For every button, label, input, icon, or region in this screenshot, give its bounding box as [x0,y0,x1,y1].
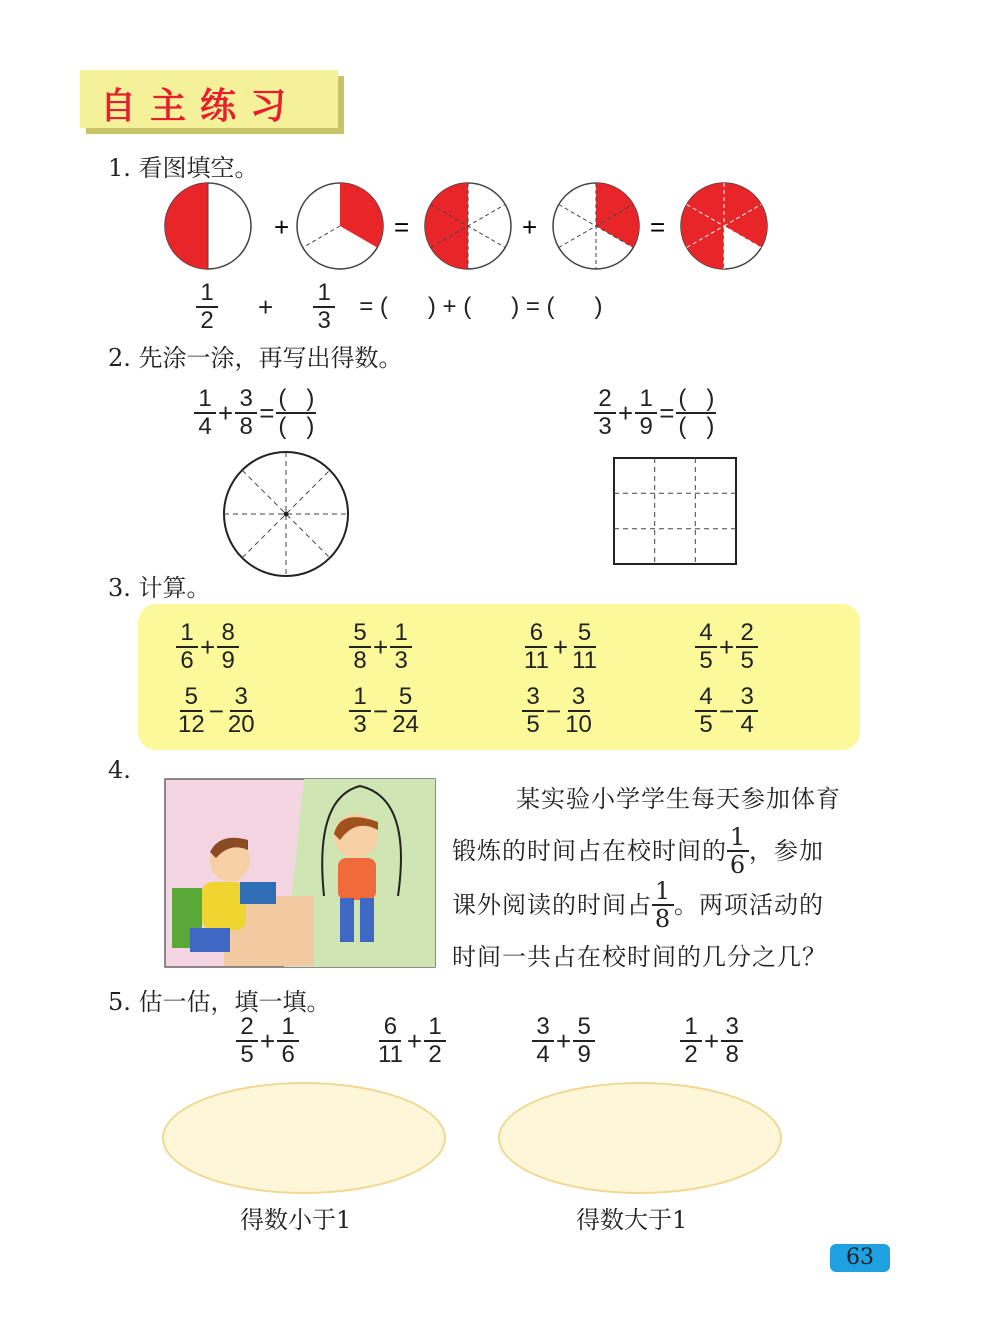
plus-sign-1: + [274,212,290,242]
equals-sign-1: = [394,212,410,242]
q2-label: 2. 先涂一涂，再写出得数。 [108,344,403,372]
q2-right-equation: 2 3 + $\frac{1}{9}$ = ( ) ( ) [594,386,716,440]
q4-problem-text [452,774,892,982]
ninths-grid[interactable] [612,456,740,568]
fraction-one-half: 1 2 [196,280,218,334]
q1-equation [196,280,605,334]
equals-sign-2: = [650,212,666,242]
q4-line-2b: ，参加 [749,837,824,865]
calc-row-1 [176,618,836,676]
circle-two-sixths [553,183,639,269]
q5-item-3[interactable]: 3 4 + $\frac{5}{9}$ [532,1014,595,1068]
answer-fraction-blank[interactable]: ( ) ( ) [678,385,715,440]
calc-item: 6 11 + $\frac{5}{11}$ [524,619,598,674]
q5-item-4[interactable]: 1 2 + $\frac{3}{8}$ [680,1014,743,1068]
oval-less-than-one[interactable] [162,1082,446,1194]
fraction-one-eighth: 1 8 [652,878,674,932]
q1-label: 1. 看图填空。 [108,154,259,182]
circle-third [297,183,383,269]
calc-item: 4 5 + $\frac{2}{5}$ [695,620,836,674]
calc-row-2 [176,676,836,746]
q4-line-1: 某实验小学学生每天参加体育 [516,785,841,813]
circle-three-sixths [425,183,511,269]
fraction-one-third: $\frac{1}{3}$ [313,280,335,334]
answer-fraction-blank[interactable]: ( ) ( ) [278,385,315,440]
q1-fraction-circles [160,180,780,276]
q5-item-2[interactable]: 6 11 + $\frac{1}{2}$ [376,1014,446,1068]
q4-line-2a: 锻炼的时间占在校时间的 [452,837,727,865]
q3-label: 3. 计算。 [108,574,211,602]
calc-item: 4 5 − $\frac{3}{4}$ [695,684,836,738]
oval-right-label: 得数大于1 [576,1206,688,1234]
q4-line-4: 时间一共占在校时间的几分之几？ [452,943,827,971]
q5-label: 5. 估一估，填一填。 [108,988,331,1016]
fraction: 2 3 [594,386,616,440]
q5-item-1[interactable]: 2 5 + $\frac{1}{6}$ [236,1014,299,1068]
oval-greater-than-one[interactable] [498,1082,782,1194]
calc-item: 3 5 − $\frac{3}{10}$ [522,684,695,738]
calc-item: 5 8 + $\frac{1}{3}$ [349,620,522,674]
circle-half [165,183,251,269]
calc-item: 1 6 + $\frac{8}{9}$ [176,620,349,674]
fraction: $\frac{3}{8}$ [235,386,257,440]
illustration-reading-and-jump-rope [164,778,436,968]
fraction: $\frac{1}{9}$ [635,386,657,440]
page-number: 63 [830,1244,890,1272]
circle-five-sixths [681,183,767,269]
fraction-one-sixth: 1 6 [727,824,749,878]
calc-item: 5 12 − $\frac{3}{20}$ [178,683,255,738]
eighths-circle[interactable] [220,450,352,580]
q4-line-3a: 课外阅读的时间占 [452,891,652,919]
calc-item: 1 3 − $\frac{5}{24}$ [349,684,522,738]
q1-answer-blanks[interactable]: = ( ) + ( ) = ( ) [359,293,603,320]
q4-line-3b: 。两项活动的 [674,891,824,919]
q2-left-equation: 1 4 + $\frac{3}{8}$ = ( ) ( ) [194,386,316,440]
section-title: 自主练习 [100,86,301,127]
q4-label: 4. [108,756,131,784]
plus-sign: + [258,291,274,322]
calc-grid [176,618,836,746]
plus-sign-2: + [522,212,538,242]
fraction: 1 4 [194,386,216,440]
oval-left-label: 得数小于1 [240,1206,352,1234]
